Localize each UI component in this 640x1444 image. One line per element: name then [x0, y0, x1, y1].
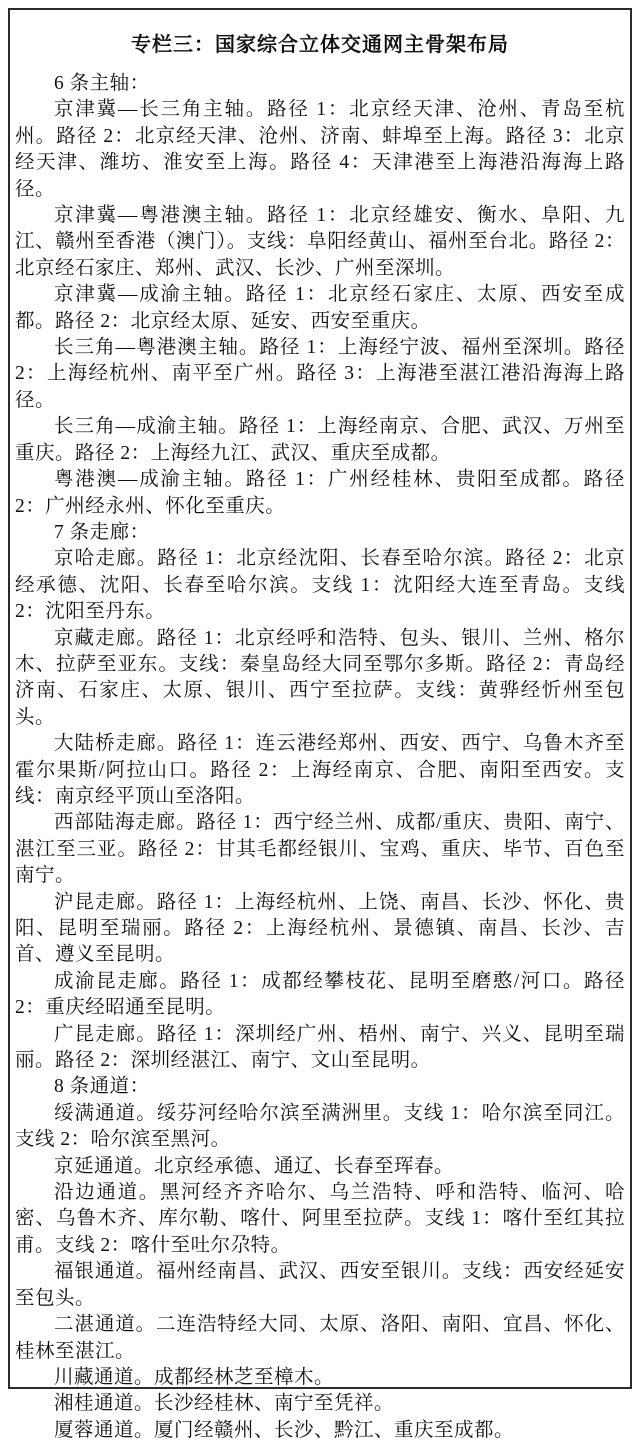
- section-main-axes: [15, 71, 625, 520]
- paragraph-axis-csj-yga: 长三角—粤港澳主轴。路径 1：上海经宁波、福州至深圳。路径 2：上海经杭州、南平至广州。路径 3：上海港至湛江港沿海海上路径。: [15, 337, 625, 411]
- paragraph-corridor-chengyukun: 成渝昆走廊。路径 1：成都经攀枝花、昆明至磨憨/河口。路径 2：重庆经昭通至昆明。: [15, 970, 625, 1019]
- paragraph-corridor-xibu-luhai: 西部陆海走廊。路径 1：西宁经兰州、成都/重庆、贵阳、南宁、湛江至三亚。路径 2：甘其毛都经银川、宝鸡、重庆、毕节、百色至南宁。: [15, 812, 625, 887]
- panel-title: 专栏三：国家综合立体交通网主骨架布局: [131, 34, 509, 56]
- paragraph-axis-jjj-yga: 京津冀—粤港澳主轴。路径 1：北京经雄安、衡水、阜阳、九江、赣州至香港（澳门）。支线：阜阳经黄山、福州至台北。路径 2：北京经石家庄、郑州、武汉、长沙、广州至深圳。: [15, 205, 625, 279]
- section-heading-channels: 8 条通道：: [54, 1076, 150, 1098]
- paragraph-channel-fuyin: 福银通道。福州经南昌、武汉、西安至银川。支线：西安经延安至包头。: [15, 1261, 625, 1309]
- paragraph-corridor-dalu-qiao: 大陆桥走廊。路径 1：连云港经郑州、西安、西宁、乌鲁木齐至霍尔果斯/阿拉山口。路径 2：上海经南京、合肥、南阳至西安。支线：南京经平顶山至洛阳。: [15, 733, 625, 807]
- paragraph-channel-erzhan: 二湛通道。二连浩特经大同、太原、洛阳、南阳、宜昌、怀化、桂林至湛江。: [15, 1314, 625, 1362]
- paragraph-channel-jingyan: 京延通道。北京经承德、通辽、长春至珲春。: [54, 1155, 455, 1177]
- section-corridors: [15, 520, 625, 1075]
- paragraph-channel-suiman: 绥满通道。绥芬河经哈尔滨至满洲里。支线 1：哈尔滨至同江。支线 2：哈尔滨至黑河。: [15, 1102, 625, 1151]
- section-heading-main-axes: 6 条主轴：: [54, 73, 150, 94]
- section-channels: [15, 1074, 625, 1444]
- paragraph-axis-jjj-csj: 京津冀—长三角主轴。路径 1：北京经天津、沧州、青岛至杭州。路径 2：北京经天津、沧州、济南、蚌埠至上海。路径 3：北京经天津、潍坊、淮安至上海。路径 4：天津港至上海港沿海海上路径。: [15, 99, 625, 200]
- paragraph-axis-yga-cy: 粤港澳—成渝主轴。路径 1：广州经桂林、贵阳至成都。路径 2：广州经永州、怀化至重庆。: [15, 469, 625, 517]
- paragraph-corridor-hukun: 沪昆走廊。路径 1：上海经杭州、上饶、南昌、长沙、怀化、贵阳、昆明至瑞丽。路径 2：上海经杭州、景德镇、南昌、长沙、吉首、遵义至昆明。: [15, 891, 625, 966]
- paragraph-axis-csj-cy: 长三角—成渝主轴。路径 1：上海经南京、合肥、武汉、万州至重庆。路径 2：上海经九江、武汉、重庆至成都。: [15, 416, 625, 464]
- paragraph-corridor-jingzang: 京藏走廊。路径 1：北京经呼和浩特、包头、银川、兰州、格尔木、拉萨至亚东。支线：秦皇岛经大同至鄂尔多斯。路径 2：青岛经济南、石家庄、太原、银川、西宁至拉萨。支线：黄骅经忻州至包头。: [15, 627, 625, 728]
- paragraph-corridor-guangkun: 广昆走廊。路径 1：深圳经广州、梧州、南宁、兴义、昆明至瑞丽。路径 2：深圳经湛江、南宁、文山至昆明。: [15, 1023, 625, 1072]
- paragraph-channel-xianggui: 湘桂通道。长沙经桂林、南宁至凭祥。: [54, 1393, 395, 1415]
- column-panel: [8, 8, 632, 1441]
- paragraph-channel-yanbian: 沿边通道。黑河经齐齐哈尔、乌兰浩特、呼和浩特、临河、哈密、乌鲁木齐、库尔勒、喀什、阿里至拉萨。支线 1：喀什至红其拉甫。支线 2：喀什至吐尔尕特。: [15, 1182, 625, 1256]
- paragraph-channel-xiarong: 厦蓉通道。厦门经赣州、长沙、黔江、重庆至成都。: [54, 1419, 515, 1441]
- section-heading-corridors: 7 条走廊：: [54, 521, 150, 543]
- paragraph-corridor-jingha: 京哈走廊。路径 1：北京经沈阳、长春至哈尔滨。路径 2：北京经承德、沈阳、长春至哈尔滨。支线 1：沈阳经大连至青岛。支线 2：沈阳至丹东。: [15, 548, 625, 623]
- paragraph-channel-chuanzang: 川藏通道。成都经林芝至樟木。: [54, 1366, 335, 1388]
- paragraph-axis-jjj-cy: 京津冀—成渝主轴。路径 1：北京经石家庄、太原、西安至成都。路径 2：北京经太原、延安、西安至重庆。: [15, 284, 625, 332]
